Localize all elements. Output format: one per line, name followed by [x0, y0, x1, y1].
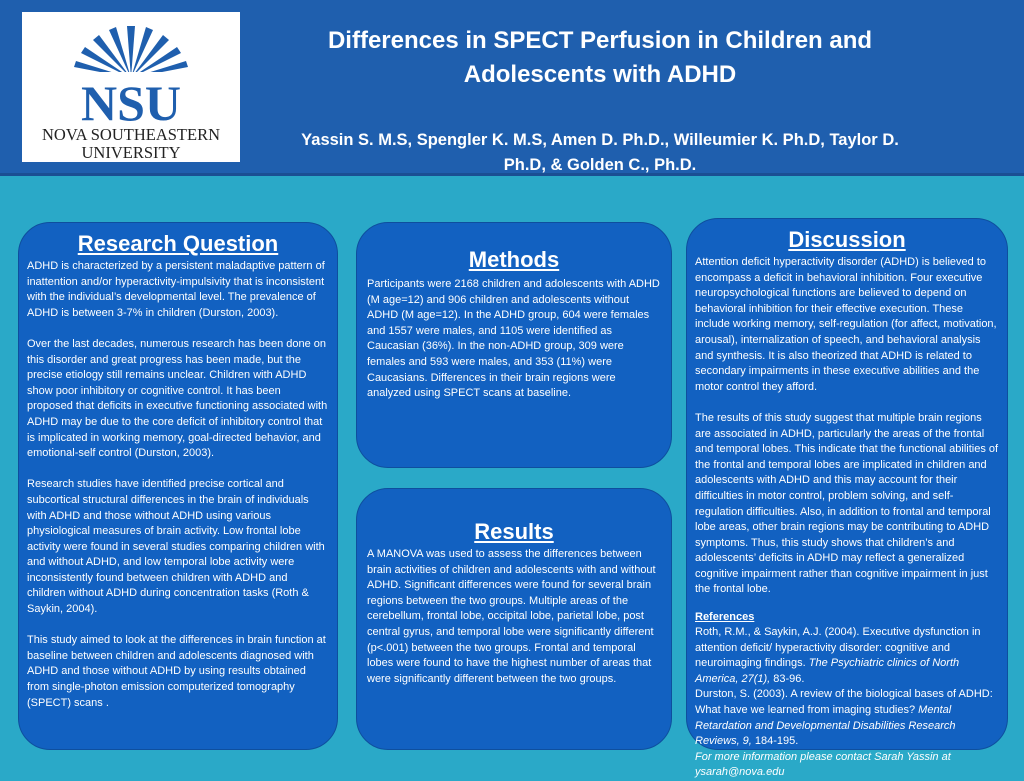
reference-1-source: The Psychiatric clinics of North America, 27(1), [695, 657, 960, 685]
research-question-paragraph-2: Over the last decades, numerous research has been done on this disorder and great progress has been made, but the precise etiology still remains unclear. Children with ADHD show poor inhibitory or cognitive control. It has been proposed that deficits in executive functioning associated with ADHD may be due to the core deficit of inhibitory control that is implicated in working memory, goal-directed behavior, and emotional-self control (Durston, 2003). [27, 337, 328, 460]
reference-1-text: Roth, R.M., & Saykin, A.J. (2004). Executive dysfunction in attention deficit/ hyperactivity disorder: cognitive and neuroimaging findings. [695, 626, 981, 670]
methods-paragraph: Participants were 2168 children and adolescents with ADHD (M age=12) and 906 children and adolescents without ADHD (M age=12). In the ADHD group, 604 were females and 1557 were males, and 1105 were identified as Caucasian (36%). In the non-ADHD group, 309 were females and 593 were males, and 353 (11%) were Caucasians. Differences in their brain regions were analyzed using SPECT scans at baseline. [367, 278, 660, 400]
discussion-heading: Discussion [788, 227, 906, 252]
nsu-sunburst-icon [22, 12, 240, 162]
logo-line1: NOVA SOUTHEASTERN [41, 125, 221, 144]
authors-line-1: Yassin S. M.S, Spengler K. M.S, Amen D. Ph.D., Willeumier K. Ph.D, Taylor D. [301, 131, 899, 149]
poster-authors [250, 128, 950, 178]
reference-1 [695, 625, 999, 687]
authors-line-2: Ph.D, & Golden C., Ph.D. [503, 156, 697, 174]
discussion-paragraph-1: Attention deficit hyperactivity disorder (ADHD) is believed to encompass a deficit in behavioral inhibition. Four executive neuropsychological functions are believed to depend on behavioral inhibition for their effective execution. These include working memory, self-regulation (for affect, motivation, arousal), internalization of speech, and behavioral analysis and synthesis. It is also theorized that ADHD is related to secondary impairments in these executive abilities and the motor control they afford. [695, 256, 997, 393]
reference-1-pages: 83-96. [770, 672, 805, 685]
reference-2 [695, 687, 999, 749]
nsu-logo [22, 12, 240, 162]
logo-line2: UNIVERSITY [81, 143, 181, 162]
contact-info[interactable]: For more information please contact Sarah Yassin at ysarah@nova.edu [695, 750, 951, 779]
research-question-heading: Research Question [77, 231, 279, 256]
research-question-paragraph-3: Research studies have identified precise cortical and subcortical structural differences in the brain of individuals with ADHD and those without ADHD using various physiological measures of brain activity. Low frontal lobe activity were found in several studies comparing children with and without ADHD, and low temporal lobe activity were inconsistently found between children with ADHD and children without ADHD during concentration tasks (Roth & Saykin, 2004). [27, 478, 325, 616]
discussion-paragraph-2: The results of this study suggest that multiple brain regions are associated in ADHD, particularly the areas of the frontal and temporal lobes. This indicate that the functional abilities of the frontal and temporal lobes are implicated in children and adolescents with ADHD and this may account for their difficulties in motor control, problem solving, and self-regulation difficulties. Also, in addition to frontal and temporal lobe areas, other brain regions may be contributing to ADHD symptoms. Thus, this study shows that children’s and adolescents’ deficits in ADHD may reflect a generalized cognitive impairment rather than cognitive impairment in just the frontal lobe. [695, 411, 999, 596]
research-question-paragraph-1: ADHD is characterized by a persistent maladaptive pattern of inattention and/or hyperactivity-impulsivity that is inconsistent with the individual’s developmental level. The prevalence of ADHD is between 3-7% in children (Durston, 2003). [27, 260, 325, 319]
research-question-paragraph-4: This study aimed to look at the differences in brain function at baseline between children and adolescents diagnosed with ADHD and those without ADHD by using results obtained from single-photon emission computerized tomography (SPECT) scans . [27, 634, 326, 709]
poster-title [250, 24, 950, 92]
references-heading: References [695, 611, 755, 624]
reference-2-pages: 184-195. [751, 735, 799, 748]
research-question-panel [18, 222, 338, 750]
results-panel [356, 488, 672, 750]
reference-2-source: Mental Retardation and Developmental Disabilities Research Reviews, 9, [695, 704, 956, 748]
discussion-panel [686, 218, 1008, 779]
title-line-1: Differences in SPECT Perfusion in Children and [327, 27, 873, 54]
methods-heading: Methods [468, 247, 560, 272]
poster-header [0, 0, 1024, 176]
title-line-2: Adolescents with ADHD [463, 61, 737, 88]
methods-panel [356, 222, 672, 468]
reference-2-text: Durston, S. (2003). A review of the biological bases of ADHD: What have we learned from imaging studies? [695, 688, 993, 717]
results-heading: Results [474, 519, 554, 544]
results-paragraph: A MANOVA was used to assess the differences between brain activities of children and adolescents with and without ADHD. Significant differences were found for several brain regions between the two groups. Multiple areas of the cerebellum, frontal lobe, occipital lobe, parietal lobe, post central gyrus, and temporal lobe were significantly different (p<.001) between the two groups. Frontal and temporal lobes were found to have the highest number of areas that were significantly different between the two groups. [367, 548, 656, 685]
logo-wordmark: NSU [80, 75, 182, 131]
